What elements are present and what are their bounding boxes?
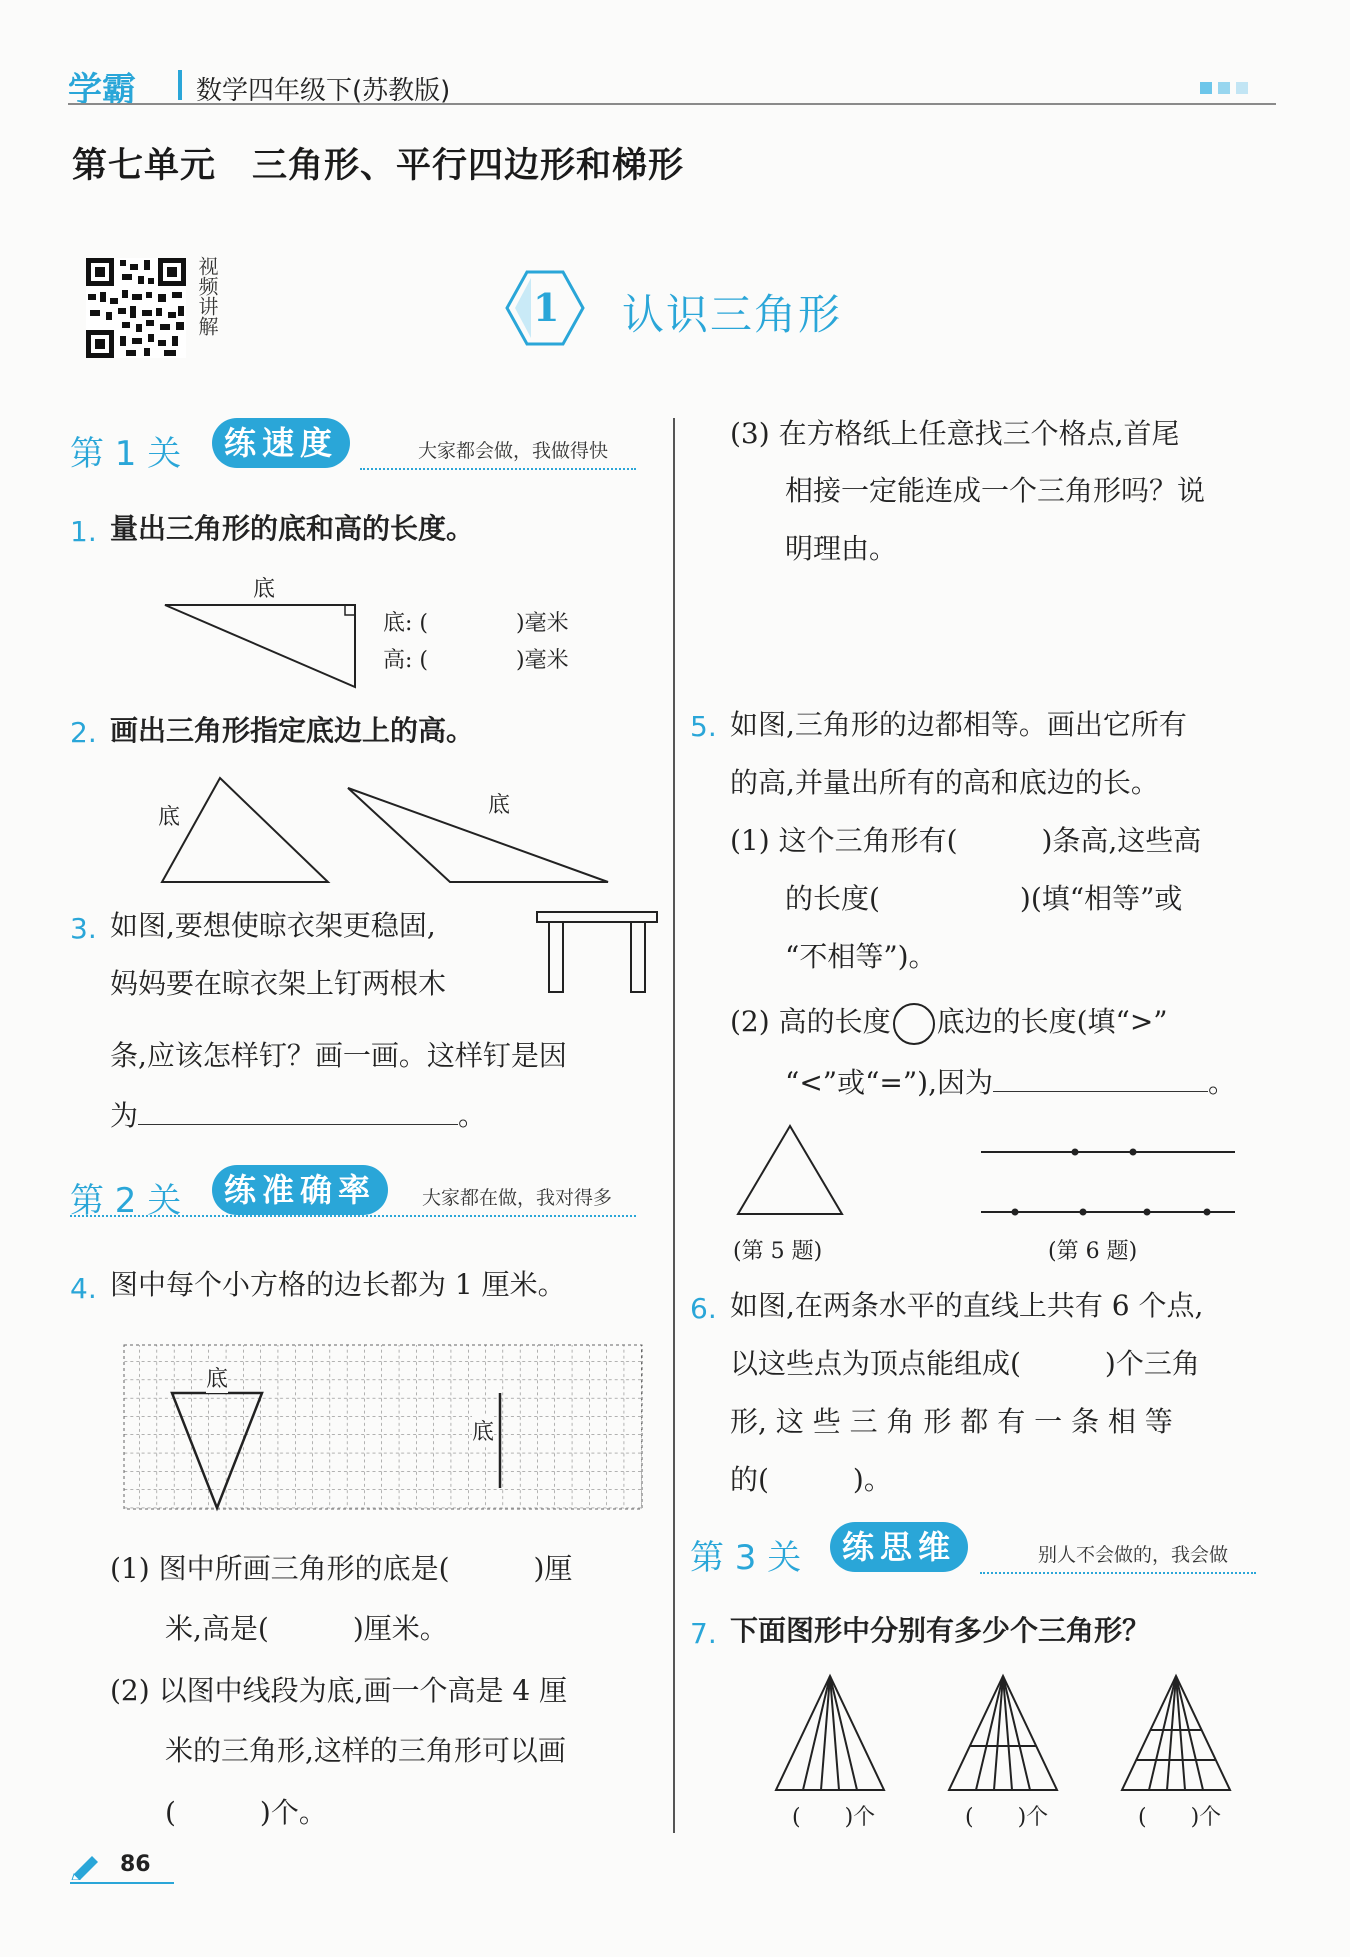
section-dotted-rule xyxy=(980,1572,1256,1574)
q5-part2-text-a: (2) 高的长度 xyxy=(730,1005,891,1038)
q5-reason-blank[interactable] xyxy=(993,1065,1208,1092)
q7-answer-b[interactable]: ( )个 xyxy=(965,1805,1049,1830)
compare-circle[interactable] xyxy=(893,1003,935,1045)
q1-base-answer[interactable]: 底: ( )毫米 xyxy=(383,611,569,636)
question-1-text: 量出三角形的底和高的长度。 xyxy=(110,512,475,545)
page-number: 86 xyxy=(120,1852,151,1877)
q4-segment-base-label: 底 xyxy=(472,1415,494,1446)
header-decor-square xyxy=(1236,82,1248,94)
question-6-line-4: 的( )。 xyxy=(730,1463,892,1496)
question-2-number: 2. xyxy=(70,716,97,749)
header-decor-square xyxy=(1218,82,1230,94)
q4-part2-line-1: (2) 以图中线段为底,画一个高是 4 厘 xyxy=(110,1674,568,1707)
lesson-number: 1 xyxy=(533,285,560,330)
q5-part2-line-1 xyxy=(730,993,1168,1051)
unit-title: 第七单元 三角形、平行四边形和梯形 xyxy=(72,146,685,186)
question-2-text: 画出三角形指定底边上的高。 xyxy=(110,714,475,747)
q5-figure-caption: (第 5 题) xyxy=(733,1239,823,1264)
column-divider xyxy=(673,418,675,1833)
q2-base-label-a: 底 xyxy=(158,805,181,830)
question-6-number: 6. xyxy=(690,1292,717,1325)
q4-triangle-base-label: 底 xyxy=(206,1362,228,1393)
logo-separator xyxy=(178,70,182,100)
section-slogan: 大家都在做，我对得多 xyxy=(422,1187,613,1209)
q5-part1-line-2: 的长度( )(填“相等”或 xyxy=(785,882,1183,915)
question-3-line-1: 如图,要想使晾衣架更稳固, xyxy=(110,909,436,942)
q5-part2-text-b: 底边的长度(填“>” xyxy=(936,1005,1168,1038)
q7-answer-a[interactable]: ( )个 xyxy=(792,1805,876,1830)
question-7-number: 7. xyxy=(690,1617,717,1650)
q4-part3-line-1: (3) 在方格纸上任意找三个格点,首尾 xyxy=(730,417,1180,450)
question-1-number: 1. xyxy=(70,515,97,548)
brand-logo: 学霸 xyxy=(68,70,136,110)
q1-right-triangle xyxy=(155,595,365,695)
q5-part1-line-3: “不相等”)。 xyxy=(785,940,937,973)
q4-part1-line-1: (1) 图中所画三角形的底是( )厘 xyxy=(110,1552,573,1585)
section-badge: 练准确率 xyxy=(212,1165,388,1215)
q7-answer-c[interactable]: ( )个 xyxy=(1138,1805,1222,1830)
section-1-header xyxy=(70,418,640,478)
question-5-number: 5. xyxy=(690,710,717,743)
section-badge: 练思维 xyxy=(830,1522,968,1572)
section-slogan: 别人不会做的，我会做 xyxy=(1038,1544,1229,1566)
q1-base-label: 底 xyxy=(253,577,276,602)
pencil-icon xyxy=(70,1852,104,1880)
question-3-line-2: 妈妈要在晾衣架上钉两根木 xyxy=(110,967,447,1000)
q2-base-label-b: 底 xyxy=(488,793,511,818)
q5-part2-line-2 xyxy=(785,1054,1236,1112)
header-decor-square xyxy=(1200,82,1212,94)
question-4-number: 4. xyxy=(70,1272,97,1305)
book-title: 数学四年级下(苏教版) xyxy=(196,76,451,106)
q6-two-lines-figure xyxy=(975,1140,1245,1220)
section-prefix: 第 1 关 xyxy=(70,434,182,474)
question-5-line-1: 如图,三角形的边都相等。画出它所有 xyxy=(730,708,1187,741)
header-rule xyxy=(68,103,1276,105)
section-3-header xyxy=(690,1522,1270,1582)
q5-part2-end: 。 xyxy=(1208,1066,1237,1099)
q7-figure-c xyxy=(1116,1672,1236,1794)
q5-part1-line-1: (1) 这个三角形有( )条高,这些高 xyxy=(730,824,1202,857)
q3-line4-end: 。 xyxy=(458,1099,487,1132)
question-3-line-4 xyxy=(110,1087,486,1145)
section-dotted-rule xyxy=(360,468,636,470)
q7-figure-b xyxy=(943,1672,1063,1794)
question-4-text: 图中每个小方格的边长都为 1 厘米。 xyxy=(110,1268,566,1301)
lesson-title: 认识三角形 xyxy=(622,290,843,339)
q4-part3-line-2: 相接一定能连成一个三角形吗？说 xyxy=(785,474,1206,507)
question-6-line-2: 以这些点为顶点能组成( )个三角 xyxy=(730,1347,1200,1380)
question-7-text: 下面图形中分别有多少个三角形？ xyxy=(730,1614,1151,1647)
section-prefix: 第 2 关 xyxy=(70,1181,182,1221)
q7-figure-a xyxy=(770,1672,890,1794)
q5-part2-text-c: “<”或“=”),因为 xyxy=(785,1066,994,1099)
section-slogan: 大家都会做，我做得快 xyxy=(418,440,609,462)
q4-part1-line-2: 米,高是( )厘米。 xyxy=(165,1612,448,1645)
section-prefix: 第 3 关 xyxy=(690,1538,802,1578)
q4-part2-line-2: 米的三角形,这样的三角形可以画 xyxy=(165,1734,566,1767)
q4-part3-line-3: 明理由。 xyxy=(785,532,898,565)
qr-code[interactable] xyxy=(86,258,186,358)
footer-rule xyxy=(70,1882,174,1884)
q5-equilateral-triangle xyxy=(730,1120,850,1220)
section-2-header xyxy=(70,1165,650,1225)
q4-part2-line-3: ( )个。 xyxy=(165,1796,327,1829)
section-badge: 练速度 xyxy=(212,418,350,468)
q4-grid-figure[interactable] xyxy=(122,1343,644,1513)
q6-figure-caption: (第 6 题) xyxy=(1048,1239,1138,1264)
q1-height-answer[interactable]: 高: ( )毫米 xyxy=(383,648,569,673)
section-dotted-rule xyxy=(70,1215,636,1217)
q3-line4-prefix: 为 xyxy=(110,1099,139,1132)
qr-caption: 视频讲解 xyxy=(195,256,219,336)
q3-answer-blank[interactable] xyxy=(138,1098,458,1125)
question-6-line-3: 形, 这 些 三 角 形 都 有 一 条 相 等 xyxy=(730,1405,1173,1438)
question-6-line-1: 如图,在两条水平的直线上共有 6 个点, xyxy=(730,1289,1204,1322)
clothes-rack-icon xyxy=(535,908,660,996)
question-3-line-3: 条,应该怎样钉？画一画。这样钉是因 xyxy=(110,1039,567,1072)
question-5-line-2: 的高,并量出所有的高和底边的长。 xyxy=(730,766,1159,799)
question-3-number: 3. xyxy=(70,912,97,945)
q2-triangles xyxy=(150,770,630,890)
